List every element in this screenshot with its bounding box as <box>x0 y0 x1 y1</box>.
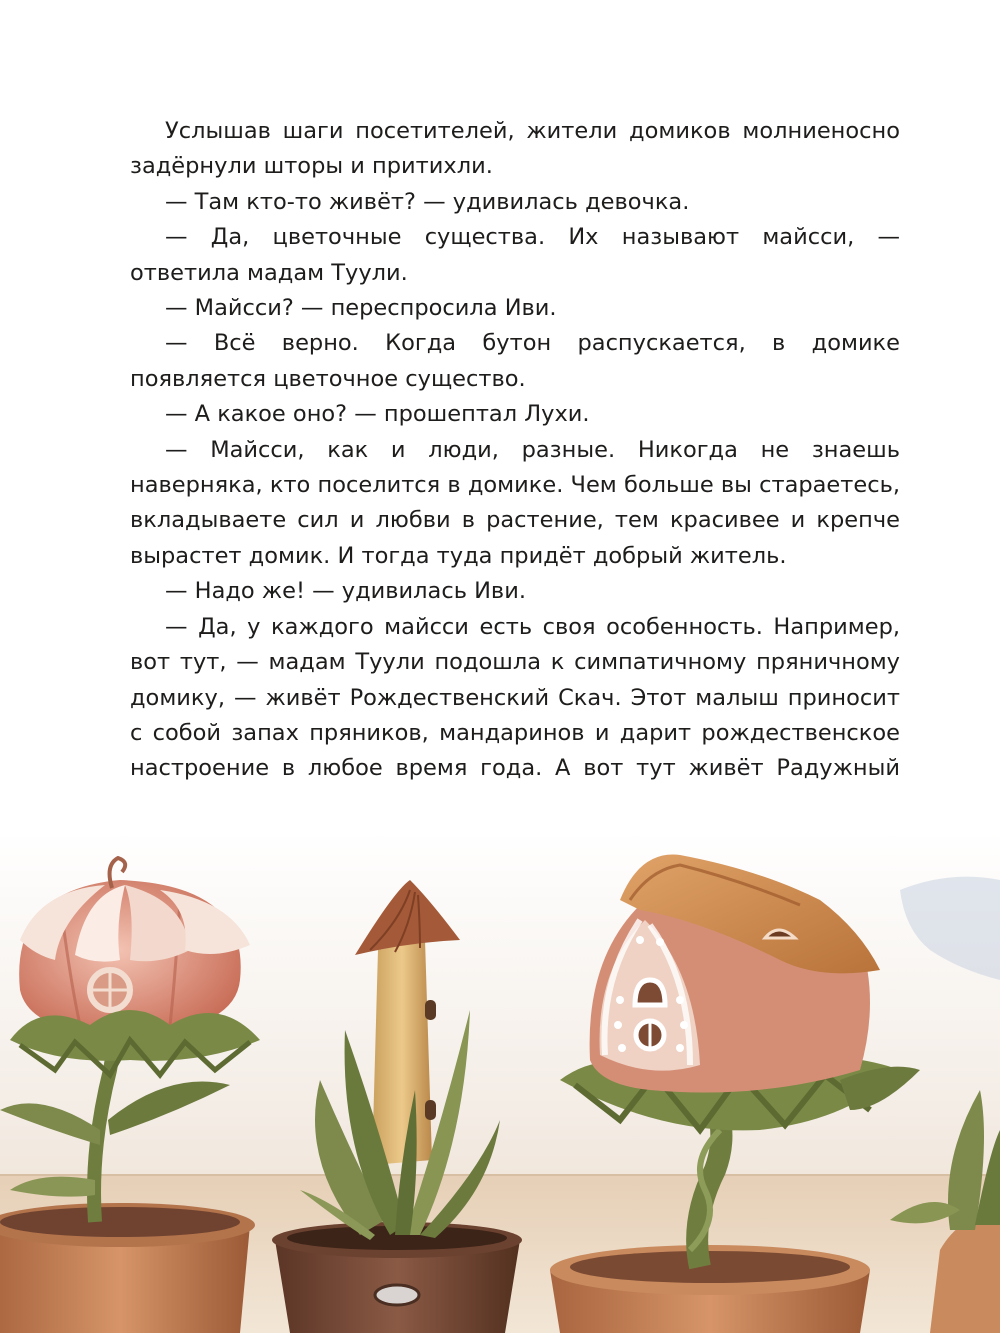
tower-window-bottom <box>425 1100 436 1120</box>
flower-houses-illustration <box>0 830 1000 1333</box>
paragraph-7: — Майсси, как и люди, разные. Никогда не знаешь наверняка, кто поселится в домике. Чем больше вы стараетесь, вкладываете сил и любви в растение, тем красивее и крепче вырастет домик. И тогда туда придёт добрый житель. <box>130 436 900 569</box>
paragraph-6: — А какое оно? — прошептал Лухи. <box>165 401 590 428</box>
paragraph-1: Услышав шаги посетителей, жители домиков молниеносно задёрнули шторы и притихли. <box>130 118 900 180</box>
story-text <box>130 114 900 787</box>
tower-window-top <box>425 1000 436 1020</box>
paragraph-9: — Да, у каждого майсси есть своя особенность. Например, вот тут, — мадам Туули подошла к симпатичному пряничному домику, — живёт Рождественский Скач. Этот малыш приносит с собой запах пряников, мандаринов и дарит рождественское настроение в любое время года. А вот тут живёт Радужный <box>130 613 900 782</box>
arched-window <box>635 980 665 1005</box>
paragraph-3: — Да, цветочные существа. Их называют майсси, — ответила мадам Туули. <box>130 224 900 286</box>
paragraph-8: — Надо же! — удивилась Иви. <box>165 578 526 605</box>
paragraph-2: — Там кто-то живёт? — удивилась девочка. <box>165 188 690 215</box>
paragraph-4: — Майсси? — переспросила Иви. <box>165 295 557 322</box>
pot-tag <box>375 1285 419 1305</box>
paragraph-5: — Всё верно. Когда бутон распускается, в домике появляется цветочное существо. <box>130 330 900 392</box>
